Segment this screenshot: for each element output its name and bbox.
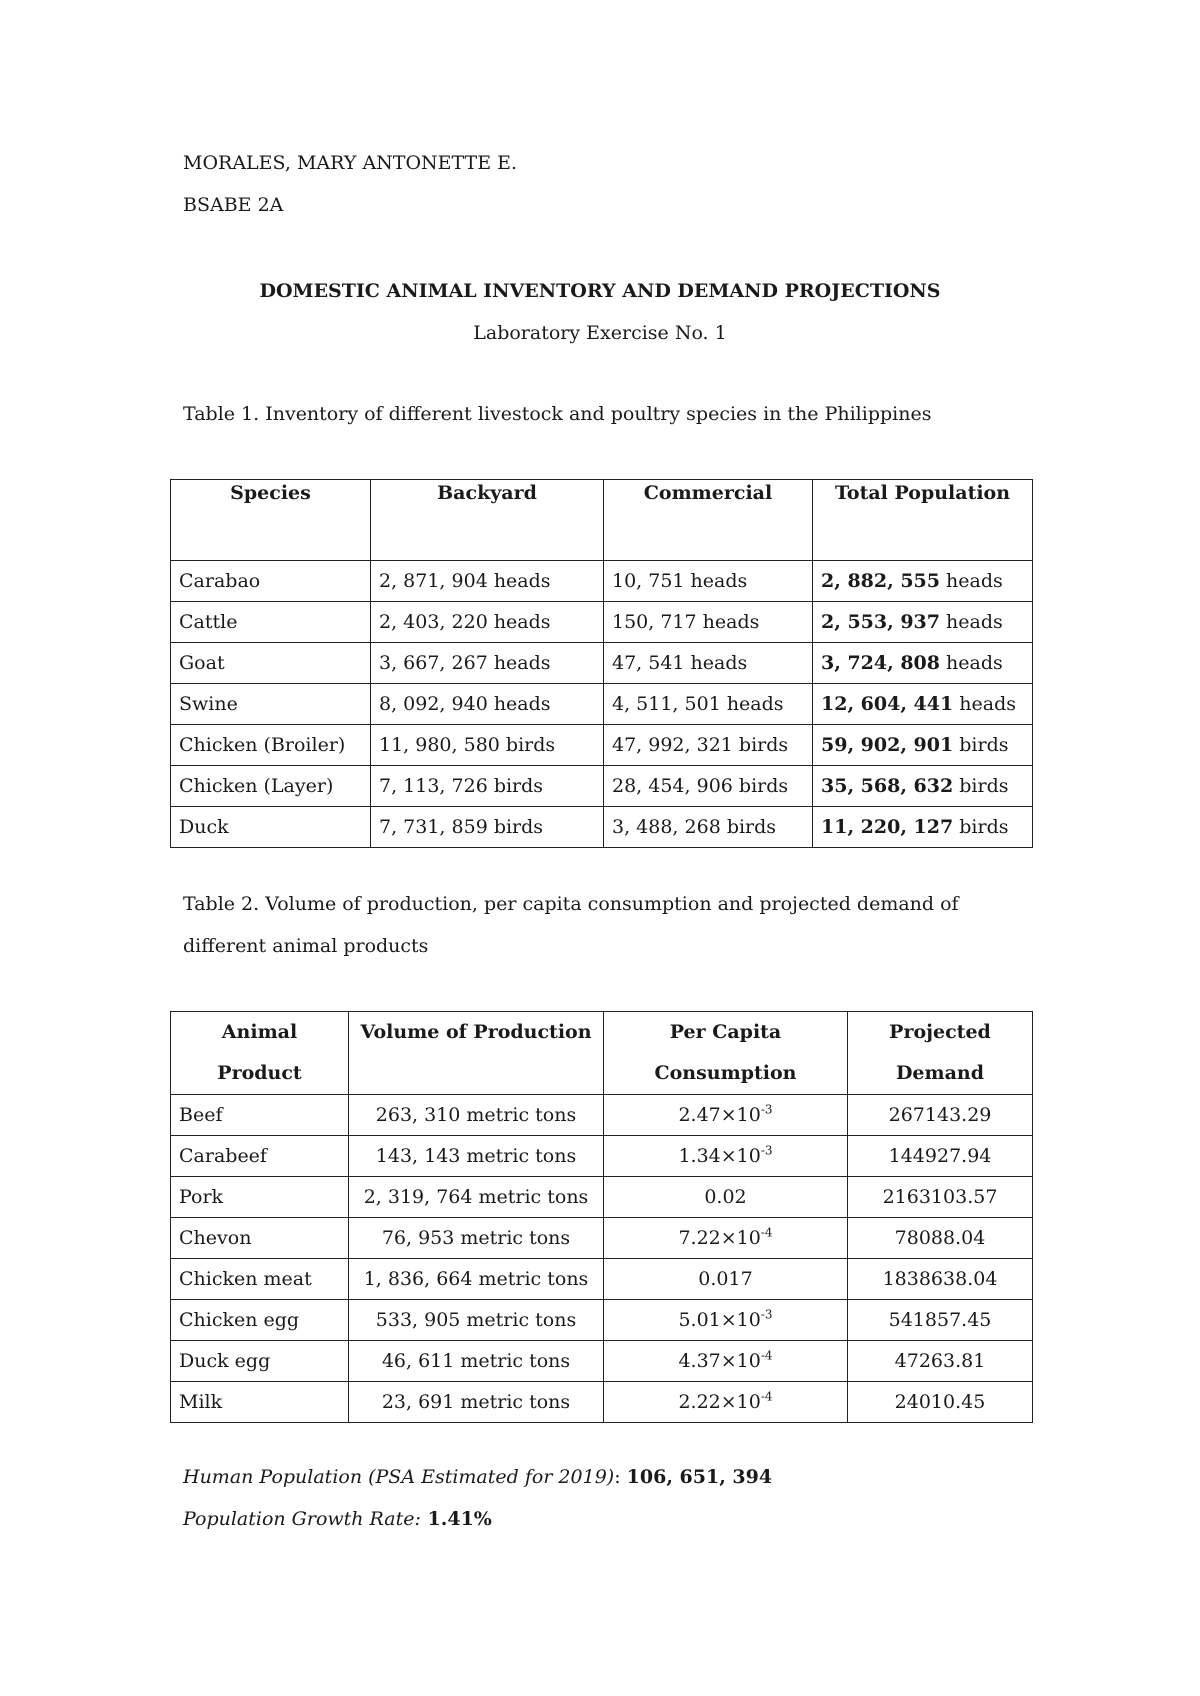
table-row (171, 1095, 1033, 1136)
product-cell: Chicken egg (171, 1300, 349, 1341)
per-capita-exponent: -3 (760, 1307, 773, 1322)
demand-cell: 47263.81 (848, 1341, 1033, 1382)
volume-cell: 143, 143 metric tons (349, 1136, 604, 1177)
document-subtitle: Laboratory Exercise No. 1 (473, 322, 727, 344)
commercial-cell: 4, 511, 501 heads (604, 684, 813, 725)
column-header (171, 1012, 349, 1095)
total-value: 2, 553, 937 (821, 611, 941, 633)
volume-cell: 46, 611 metric tons (349, 1341, 604, 1382)
column-header: Backyard (371, 480, 604, 561)
table-row (171, 1259, 1033, 1300)
volume-cell: 2, 319, 764 metric tons (349, 1177, 604, 1218)
backyard-cell: 3, 667, 267 heads (371, 643, 604, 684)
species-cell: Chicken (Broiler) (171, 725, 371, 766)
header-line2: Consumption (654, 1062, 797, 1084)
column-header (349, 1012, 604, 1095)
column-header: Commercial (604, 480, 813, 561)
table-header-row (171, 1012, 1033, 1095)
volume-cell: 1, 836, 664 metric tons (349, 1259, 604, 1300)
species-cell: Chicken (Layer) (171, 766, 371, 807)
per-capita-cell (604, 1382, 848, 1423)
per-capita-cell (604, 1136, 848, 1177)
per-capita-cell (604, 1341, 848, 1382)
population-separator: : (614, 1466, 627, 1488)
student-name: MORALES, MARY ANTONETTE E. (183, 152, 518, 174)
volume-cell: 76, 953 metric tons (349, 1218, 604, 1259)
per-capita-exponent: -4 (760, 1225, 773, 1240)
total-cell (813, 561, 1033, 602)
table-row (171, 1382, 1033, 1423)
per-capita-cell (604, 1095, 848, 1136)
commercial-cell: 150, 717 heads (604, 602, 813, 643)
product-cell: Chevon (171, 1218, 349, 1259)
table-row (171, 1341, 1033, 1382)
volume-cell: 23, 691 metric tons (349, 1382, 604, 1423)
product-cell: Carabeef (171, 1136, 349, 1177)
table-row (171, 561, 1033, 602)
species-cell: Goat (171, 643, 371, 684)
total-value: 11, 220, 127 (821, 816, 954, 838)
total-cell (813, 807, 1033, 848)
per-capita-base: 0.017 (698, 1268, 753, 1290)
product-cell: Chicken meat (171, 1259, 349, 1300)
per-capita-exponent: -3 (760, 1102, 773, 1117)
per-capita-cell (604, 1300, 848, 1341)
document-title: DOMESTIC ANIMAL INVENTORY AND DEMAND PROJECTIONS (259, 280, 941, 302)
per-capita-base: 0.02 (704, 1186, 747, 1208)
total-unit: heads (953, 693, 1016, 715)
commercial-cell: 28, 454, 906 birds (604, 766, 813, 807)
per-capita-base: 7.22×10 (678, 1227, 761, 1249)
commercial-cell: 47, 992, 321 birds (604, 725, 813, 766)
total-cell (813, 684, 1033, 725)
student-section: BSABE 2A (183, 194, 284, 216)
demand-cell: 144927.94 (848, 1136, 1033, 1177)
column-header (604, 1012, 848, 1095)
demand-cell: 78088.04 (848, 1218, 1033, 1259)
commercial-cell: 10, 751 heads (604, 561, 813, 602)
table1-caption: Table 1. Inventory of different livestock and poultry species in the Philippines (183, 403, 932, 425)
total-unit: heads (940, 570, 1003, 592)
product-cell: Beef (171, 1095, 349, 1136)
species-cell: Swine (171, 684, 371, 725)
per-capita-cell (604, 1259, 848, 1300)
backyard-cell: 11, 980, 580 birds (371, 725, 604, 766)
commercial-cell: 3, 488, 268 birds (604, 807, 813, 848)
total-unit: birds (953, 734, 1009, 756)
demand-cell: 2163103.57 (848, 1177, 1033, 1218)
per-capita-exponent: -3 (760, 1143, 773, 1158)
table-row (171, 643, 1033, 684)
per-capita-cell (604, 1177, 848, 1218)
backyard-cell: 2, 403, 220 heads (371, 602, 604, 643)
total-unit: heads (940, 652, 1003, 674)
demand-cell: 24010.45 (848, 1382, 1033, 1423)
table2-caption-line1: Table 2. Volume of production, per capita consumption and projected demand of (183, 893, 959, 915)
total-value: 3, 724, 808 (821, 652, 941, 674)
table-row (171, 1177, 1033, 1218)
total-cell (813, 766, 1033, 807)
header-line1: Volume of Production (360, 1021, 592, 1043)
table-row (171, 602, 1033, 643)
backyard-cell: 7, 731, 859 birds (371, 807, 604, 848)
backyard-cell: 7, 113, 726 birds (371, 766, 604, 807)
total-unit: heads (940, 611, 1003, 633)
table-row (171, 1136, 1033, 1177)
column-header: Total Population (813, 480, 1033, 561)
species-cell: Duck (171, 807, 371, 848)
table2-caption-line2: different animal products (183, 935, 429, 957)
header-line2: Product (217, 1062, 302, 1084)
per-capita-exponent: -4 (760, 1389, 773, 1404)
total-unit: birds (953, 816, 1009, 838)
header-line1: Animal (221, 1021, 298, 1043)
table-row (171, 766, 1033, 807)
header-line2: Demand (895, 1062, 985, 1084)
per-capita-cell (604, 1218, 848, 1259)
table-header-row (171, 480, 1033, 561)
volume-cell: 533, 905 metric tons (349, 1300, 604, 1341)
product-cell: Milk (171, 1382, 349, 1423)
total-value: 2, 882, 555 (821, 570, 941, 592)
per-capita-base: 1.34×10 (678, 1145, 761, 1167)
total-value: 59, 902, 901 (821, 734, 954, 756)
commercial-cell: 47, 541 heads (604, 643, 813, 684)
species-cell: Carabao (171, 561, 371, 602)
total-cell (813, 725, 1033, 766)
total-value: 12, 604, 441 (821, 693, 954, 715)
total-unit: birds (953, 775, 1009, 797)
population-value: 106, 651, 394 (626, 1466, 773, 1488)
total-cell (813, 602, 1033, 643)
production-demand-table (170, 1011, 1033, 1423)
column-header (848, 1012, 1033, 1095)
table-row (171, 684, 1033, 725)
header-line1: Projected (889, 1021, 991, 1043)
volume-cell: 263, 310 metric tons (349, 1095, 604, 1136)
growth-rate-value: 1.41% (420, 1508, 492, 1530)
per-capita-base: 2.22×10 (678, 1391, 761, 1413)
table-row (171, 1218, 1033, 1259)
demand-cell: 541857.45 (848, 1300, 1033, 1341)
table-row (171, 807, 1033, 848)
growth-rate-label: Population Growth Rate: (183, 1508, 421, 1530)
table-row (171, 1300, 1033, 1341)
population-line (183, 1465, 772, 1489)
population-label: Human Population (PSA Estimated for 2019) (183, 1466, 615, 1488)
backyard-cell: 8, 092, 940 heads (371, 684, 604, 725)
demand-cell: 1838638.04 (848, 1259, 1033, 1300)
product-cell: Duck egg (171, 1341, 349, 1382)
total-value: 35, 568, 632 (821, 775, 954, 797)
growth-rate-line (183, 1507, 492, 1531)
inventory-table (170, 479, 1033, 848)
per-capita-exponent: -4 (760, 1348, 773, 1363)
per-capita-base: 4.37×10 (678, 1350, 761, 1372)
per-capita-base: 5.01×10 (678, 1309, 761, 1331)
header-line1: Per Capita (669, 1021, 782, 1043)
total-cell (813, 643, 1033, 684)
column-header: Species (171, 480, 371, 561)
per-capita-base: 2.47×10 (678, 1104, 761, 1126)
species-cell: Cattle (171, 602, 371, 643)
demand-cell: 267143.29 (848, 1095, 1033, 1136)
product-cell: Pork (171, 1177, 349, 1218)
backyard-cell: 2, 871, 904 heads (371, 561, 604, 602)
table-row (171, 725, 1033, 766)
